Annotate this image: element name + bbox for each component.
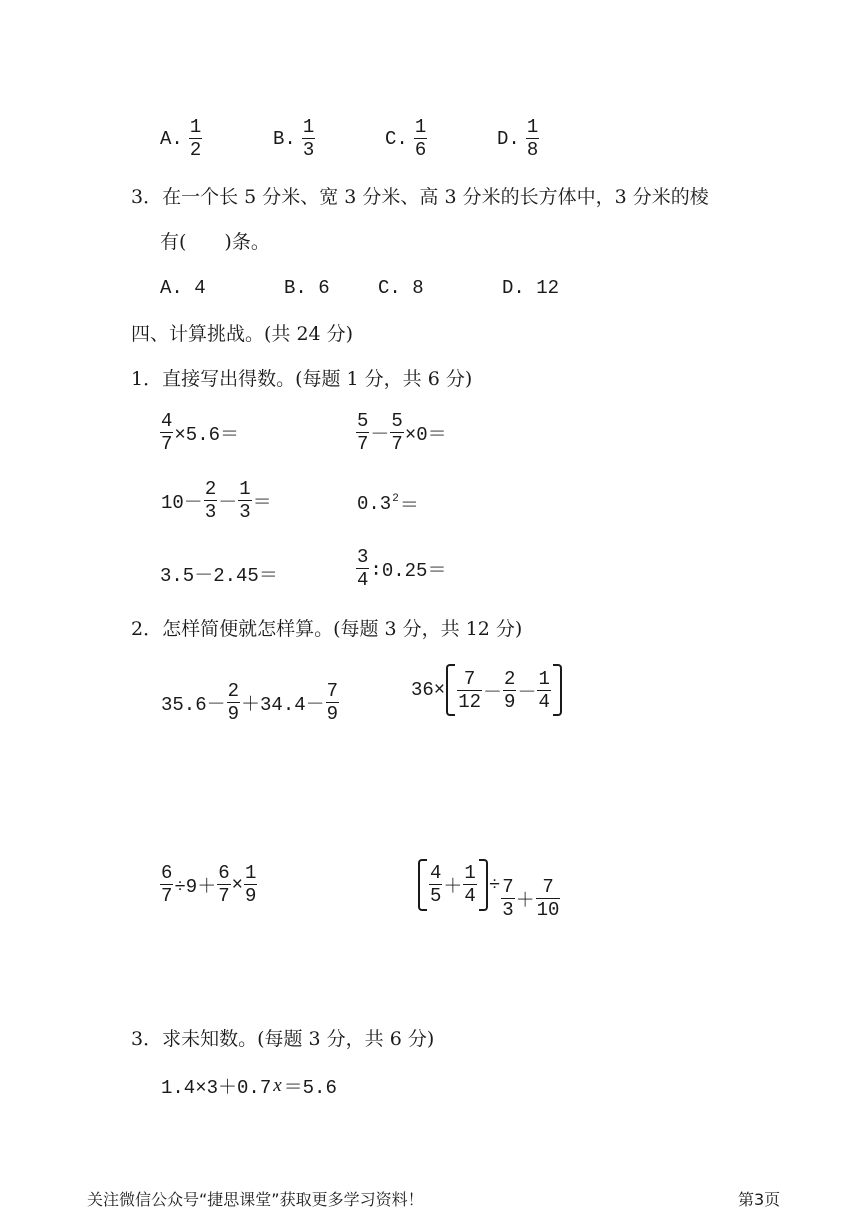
fraction: $\frac{2}{9}$ [227, 680, 240, 725]
fraction: $\frac{1}{3}$ [302, 116, 315, 161]
q2-option-d [497, 116, 539, 161]
option-letter: C. [385, 127, 408, 150]
q2-option-c [385, 116, 427, 161]
variable-x: x [273, 1074, 282, 1096]
fraction: $\frac{6}{7}$ [218, 862, 230, 907]
part1-title: 1．直接写出得数。(每题 1 分，共 6 分) [131, 368, 473, 390]
fraction: $\frac{2}{9}$ [504, 667, 516, 713]
q3-line2: 有( )条。 [160, 231, 270, 253]
fraction: $\frac{7}{3}$ [502, 876, 514, 921]
fraction: $\frac{5}{7}$ [357, 410, 369, 455]
expr-1-1: $\frac{4}{7}$ ×5.6＝ [161, 410, 240, 455]
fraction: $\frac{4}{5}$ [430, 862, 442, 907]
expr-2-2: 36× $\frac{7}{12}$ － $\frac{2}{9}$ － $\frac{1}{4}$ [410, 664, 562, 716]
right-paren [479, 859, 488, 911]
q3-option-b: B. 6 [284, 277, 330, 299]
page-number: 第3页 [738, 1190, 781, 1209]
expr-2-3: $\frac{6}{7}$ ÷9＋ $\frac{6}{7}$ × $\frac{1}{9}$ [161, 862, 257, 907]
fraction: $\frac{3}{4}$ [357, 546, 369, 591]
expr-1-5: 3.5－2.45＝ [160, 565, 278, 587]
q3-line1: 3．在一个长 5 分米、宽 3 分米、高 3 分米的长方体中，3 分米的棱 [131, 186, 709, 208]
q3-option-c: C. 8 [378, 277, 424, 299]
fraction: $\frac{1}{9}$ [245, 862, 257, 907]
q3-option-d: D. 12 [502, 277, 560, 299]
expr-1-2: $\frac{5}{7}$ － $\frac{5}{7}$ ×0＝ [357, 410, 447, 455]
equation: 1.4×3＋0.7 x ＝5.6 [161, 1074, 337, 1099]
option-letter: A. [160, 127, 183, 150]
fraction: $\frac{1}{4}$ [538, 667, 550, 713]
section-title: 四、计算挑战。(共 24 分) [131, 323, 354, 345]
footer-note: 关注微信公众号“捷思课堂”获取更多学习资料！ [87, 1190, 424, 1209]
expr-2-4: $\frac{4}{5}$ ＋ $\frac{1}{4}$ ÷ $\frac{7}{3}$ ＋ $\frac{7}{10}$ [418, 848, 560, 921]
fraction: $\frac{1}{2}$ [189, 116, 202, 161]
fraction: $\frac{2}{3}$ [204, 478, 217, 523]
part3-title: 3．求未知数。(每题 3 分，共 6 分) [131, 1028, 435, 1050]
expr-2-1: 35.6－ $\frac{2}{9}$ ＋34.4－ $\frac{7}{9}$ [161, 680, 339, 725]
q3-option-a: A. 4 [160, 277, 206, 299]
expr-1-3: 10－ $\frac{2}{3}$ － $\frac{1}{3}$ ＝ [161, 478, 272, 523]
right-paren [553, 664, 562, 716]
fraction: $\frac{7}{12}$ [458, 667, 482, 713]
fraction: $\frac{4}{7}$ [161, 410, 173, 455]
expr-1-6: $\frac{3}{4}$ ∶0.25＝ [357, 546, 447, 591]
fraction: $\frac{5}{7}$ [391, 410, 403, 455]
fraction: $\frac{1}{4}$ [464, 862, 476, 907]
fraction: $\frac{6}{7}$ [161, 862, 173, 907]
fraction: $\frac{1}{3}$ [239, 478, 251, 523]
fraction: $\frac{1}{8}$ [526, 116, 539, 161]
option-letter: D. [497, 127, 520, 150]
q2-option-b [273, 116, 315, 161]
fraction: $\frac{1}{6}$ [414, 116, 427, 161]
q2-option-a [160, 116, 202, 161]
fraction: $\frac{7}{10}$ [536, 876, 560, 921]
expr-1-4: 0.3 $^2$ ＝ [357, 492, 419, 517]
left-paren [446, 664, 455, 716]
option-letter: B. [273, 127, 296, 150]
part2-title: 2．怎样简便就怎样算。(每题 3 分，共 12 分) [131, 618, 523, 640]
fraction: $\frac{7}{9}$ [326, 680, 339, 725]
left-paren [418, 859, 427, 911]
